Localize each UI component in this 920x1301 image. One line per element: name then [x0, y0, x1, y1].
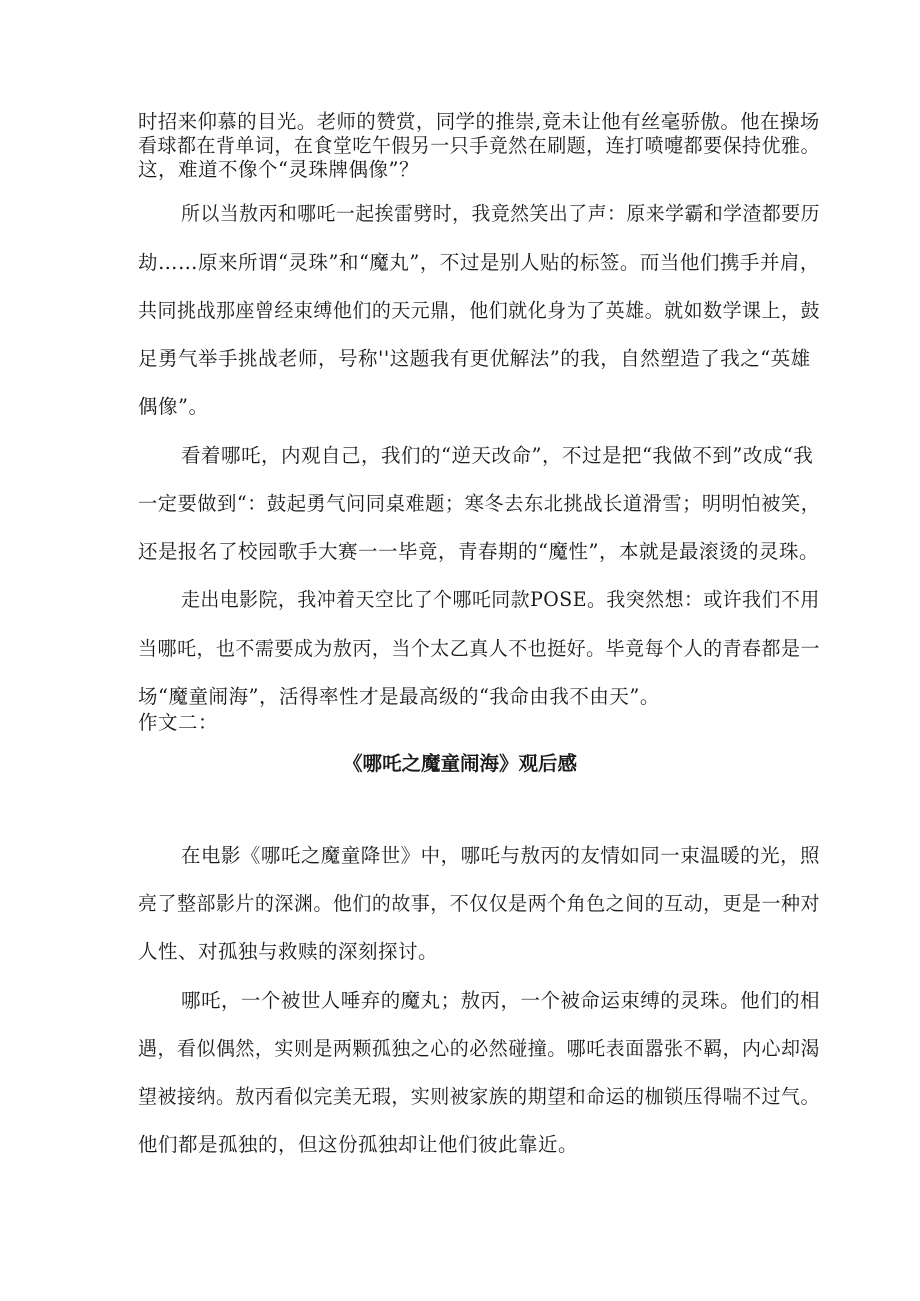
- paragraph-6-line-3: 望被接纳。敖丙看似完美无瑕，实则被家族的期望和命运的枷锁压得喘不过气。: [138, 1085, 821, 1108]
- paragraph-5-line-3: 人性、对孤独与救赎的深刻探讨。: [138, 940, 439, 963]
- paragraph-5-line-1: 在电影《哪吒之魔童降世》中，哪吒与敖丙的友情如同一束温暖的光，照: [181, 844, 821, 867]
- paragraph-3-line-1: 看着哪吒，内观自己，我们的“逆天改命”，不过是把“我做不到”改成“我: [181, 444, 814, 467]
- section-label: 作文二：: [138, 711, 219, 734]
- paragraph-2-line-5: 偶像”。: [138, 395, 209, 418]
- paragraph-1-line-3: 这，难道不像个“灵珠牌偶像”？: [138, 158, 419, 181]
- paragraph-4-line-2: 当哪吒，也不需要成为敖丙，当个太乙真人不也挺好。毕竟每个人的青春都是一: [138, 637, 821, 660]
- paragraph-6-line-1: 哪吒，一个被世人唾弃的魔丸；敖丙，一个被命运束缚的灵珠。他们的相: [181, 989, 821, 1012]
- paragraph-1-line-1: 时招来仰慕的目光。老师的赞赏，同学的推崇,竟未让他有丝毫骄傲。他在操场: [138, 110, 820, 133]
- essay-title: 《哪吒之魔童闹海》观后感: [342, 752, 577, 775]
- paragraph-2-line-4: 足勇气举手挑战老师，号称''这题我有更优解法”的我，自然塑造了我之“英雄: [138, 347, 811, 370]
- paragraph-2-line-1: 所以当敖丙和哪吒一起挨雷劈时，我竟然笑出了声：原来学霸和学渣都要历: [181, 202, 821, 225]
- paragraph-6-line-2: 遇，看似偶然，实则是两颗孤独之心的必然碰撞。哪吒表面嚣张不羁，内心却渴: [138, 1037, 821, 1060]
- paragraph-4-line-1: 走出电影院，我冲着天空比了个哪吒同款POSE。我突然想：或许我们不用: [181, 588, 820, 611]
- paragraph-3-line-3: 还是报名了校园歌手大赛一一毕竟，青春期的“魔性”，本就是最滚烫的灵珠。: [138, 540, 819, 563]
- paragraph-2-line-2: 劫……原来所谓“灵珠”和“魔丸”，不过是别人贴的标签。而当他们携手并肩，: [138, 251, 820, 274]
- paragraph-3-line-2: 一定要做到“：鼓起勇气问同桌难题；寒冬去东北挑战长道滑雪；明明怕被笑，: [138, 492, 821, 515]
- paragraph-5-line-2: 亮了整部影片的深渊。他们的故事，不仅仅是两个角色之间的互动，更是一种对: [138, 892, 821, 915]
- paragraph-6-line-4: 他们都是孤独的，但这份孤独却让他们彼此靠近。: [138, 1133, 579, 1156]
- paragraph-4-line-3: 场“魔童闹海”，活得率性才是最高级的“我命由我不由天”。: [138, 685, 660, 708]
- paragraph-1-line-2: 看球都在背单词，在食堂吃午假另一只手竟然在刷题，连打喷嚏都要保持优雅。: [138, 134, 821, 157]
- paragraph-2-line-3: 共同挑战那座曾经束缚他们的天元鼎，他们就化身为了英雄。就如数学课上，鼓: [138, 299, 821, 322]
